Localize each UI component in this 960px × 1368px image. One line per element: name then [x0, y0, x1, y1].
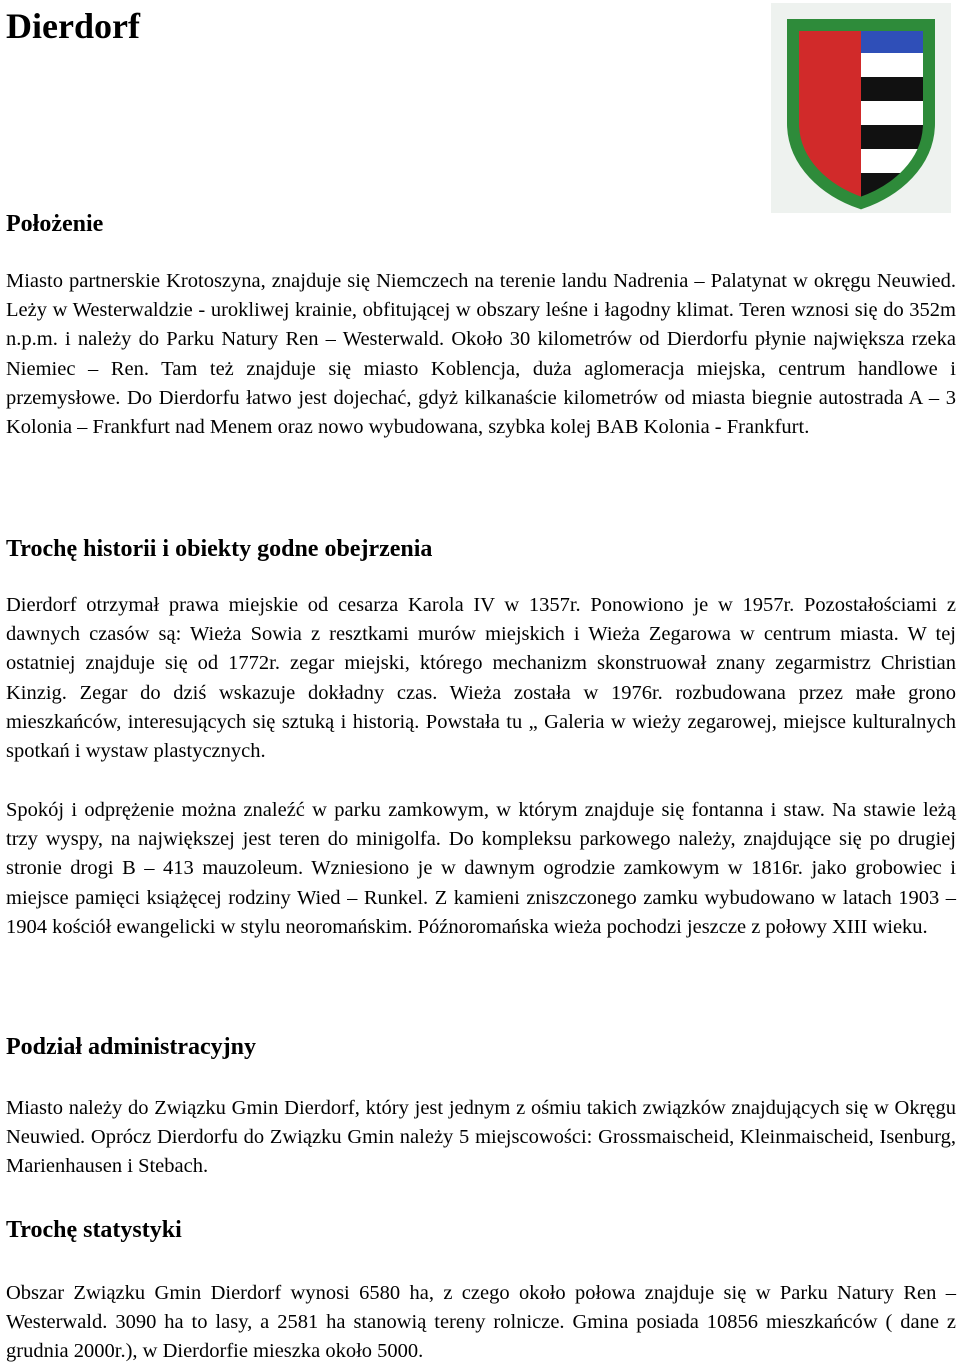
section-heading-polozenie: Położenie — [6, 211, 104, 237]
page-title: Dierdorf — [6, 6, 140, 46]
section-heading-podzial: Podział administracyjny — [6, 1034, 256, 1060]
paragraph-podzial: Miasto należy do Związku Gmin Dierdorf, który jest jednym z ośmiu takich związków znajdujących się w Okręgu Neuwied. Oprócz Dierdorfu do Związku Gmin należy 5 miejscowości: Grossmaischeid, Kleinmaischeid, Isenburg, Marienhausen i Stebach. — [6, 1097, 956, 1178]
paragraph-polozenie: Miasto partnerskie Krotoszyna, znajduje się Niemczech na terenie landu Nadrenia – Palatynat w okręgu Neuwied. Leży w Westerwaldzie - urokliwej krainie, obfitującej w obszary leśne i łagodny klimat. Teren wznosi się do 352m n.p.m. i należy do Parku Natury Ren – Westerwald. Około 30 kilometrów od Dierdorfu płynie największa rzeka Niemiec – Ren. Tam też znajduje się miasto Koblencja, duża aglomeracja miejska, centrum handlowe i przemysłowe. Do Dierdorfu łatwo jest dojechać, gdyż kilkanaście kilometrów od miasta biegnie autostrada A – 3 Kolonia – Frankfurt nad Menem oraz nowo wybudowana, szybka kolej BAB Kolonia - Frankfurt. — [6, 270, 956, 439]
paragraph-statystyki: Obszar Związku Gmin Dierdorf wynosi 6580 ha, z czego około połowa znajduje się w Parku Natury Ren – Westerwald. 3090 ha to lasy, a 2581 ha stanowią tereny rolnicze. Gmina posiada 10856 mieszkańców ( dane z grudnia 2000r.), w Dierdorfie mieszka około 5000. — [6, 1282, 956, 1363]
coat-of-arms-image — [771, 3, 951, 213]
section-heading-statystyki: Trochę statystyki — [6, 1217, 182, 1243]
coat-of-arms-icon — [771, 3, 951, 213]
paragraph-historia-2: Spokój i odprężenie można znaleźć w parku zamkowym, w którym znajduje się fontanna i staw. Na stawie leżą trzy wyspy, na największej jest teren do minigolfa. Do kompleksu parkowego należy, znajdujące się po drugiej stronie drogi B – 413 mauzoleum. Wzniesiono je w dawnym ogrodzie zamkowym w 1816r. jako grobowiec i miejsce pamięci książęcej rodziny Wied – Runkel. Z kamieni zniszczonego zamku wybudowano w latach 1903 – 1904 kościół ewangelicki w stylu neoromańskim. Późnoromańska wieża pochodzi jeszcze z połowy XIII wieku. — [6, 799, 956, 938]
paragraph-historia-1: Dierdorf otrzymał prawa miejskie od cesarza Karola IV w 1357r. Ponowiono je w 1957r. Pozostałościami z dawnych czasów są: Wieża Sowia z resztkami murów miejskich i Wieża Zegarowa w centrum miasta. W tej ostatniej znajduje się od 1772r. zegar miejski, którego mechanizm skonstruował znany zegarmistrz Christian Kinzig. Zegar do dziś wskazuje dokładny czas. Wieża została w 1976r. rozbudowana przez małe grono mieszkańców, interesujących się sztuką i historią. Powstała tu „ Galeria w wieży zegarowej, miejsce kulturalnych spotkań i wystaw plastycznych. — [6, 594, 956, 763]
section-heading-historia: Trochę historii i obiekty godne obejrzenia — [6, 536, 433, 562]
